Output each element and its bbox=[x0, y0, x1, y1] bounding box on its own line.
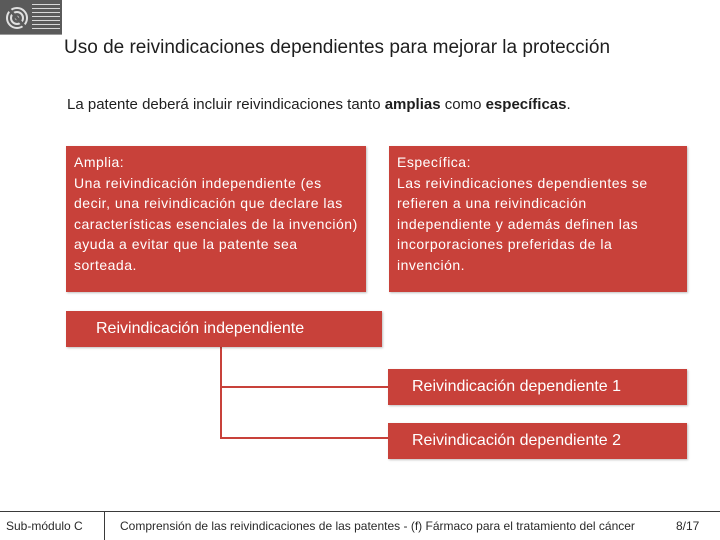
especifica-body: Las reivindicaciones dependientes se refieren a una reivindicación independiente y además definen las incorporaciones preferidas de la invención. bbox=[397, 174, 648, 273]
footer-separator bbox=[104, 512, 105, 540]
intro-before: La patente deberá incluir reivindicaciones tanto bbox=[67, 96, 385, 113]
page-number: 8/17 bbox=[676, 519, 700, 533]
dependent-claim-1-bar: Reivindicación dependiente 1 bbox=[388, 369, 687, 405]
epo-mark-icon bbox=[4, 2, 30, 32]
especifica-heading: Específica: bbox=[397, 154, 471, 170]
epo-logo-icon bbox=[0, 0, 62, 34]
intro-middle: como bbox=[440, 96, 486, 113]
connector-to-dependent-2 bbox=[220, 437, 388, 439]
intro-bold-especificas: específicas bbox=[485, 96, 567, 113]
connector-to-dependent-1 bbox=[220, 386, 388, 388]
especifica-box bbox=[389, 146, 687, 292]
footer-divider bbox=[0, 511, 720, 512]
dependent-claim-2-bar: Reivindicación dependiente 2 bbox=[388, 423, 687, 459]
amplia-body: Una reivindicación independiente (es decir, una reivindicación que declare las características esenciales de la invención) ayuda a evitar que la patente sea sorteada. bbox=[74, 174, 358, 273]
amplia-heading: Amplia: bbox=[74, 154, 125, 170]
epo-wordmark bbox=[32, 4, 60, 32]
connector-vertical bbox=[220, 347, 222, 439]
footer-module: Sub-módulo C bbox=[6, 519, 83, 533]
header-rule bbox=[0, 34, 62, 35]
intro-bold-amplias: amplias bbox=[384, 96, 441, 113]
amplia-box bbox=[66, 146, 366, 292]
intro-after: . bbox=[566, 96, 571, 113]
footer-course-title: Comprensión de las reivindicaciones de las patentes - (f) Fármaco para el tratamiento del cáncer bbox=[120, 519, 635, 533]
intro-text bbox=[67, 96, 707, 114]
independent-claim-bar: Reivindicación independiente bbox=[66, 311, 382, 347]
page-title: Uso de reivindicaciones dependientes para mejorar la protección bbox=[64, 37, 611, 58]
